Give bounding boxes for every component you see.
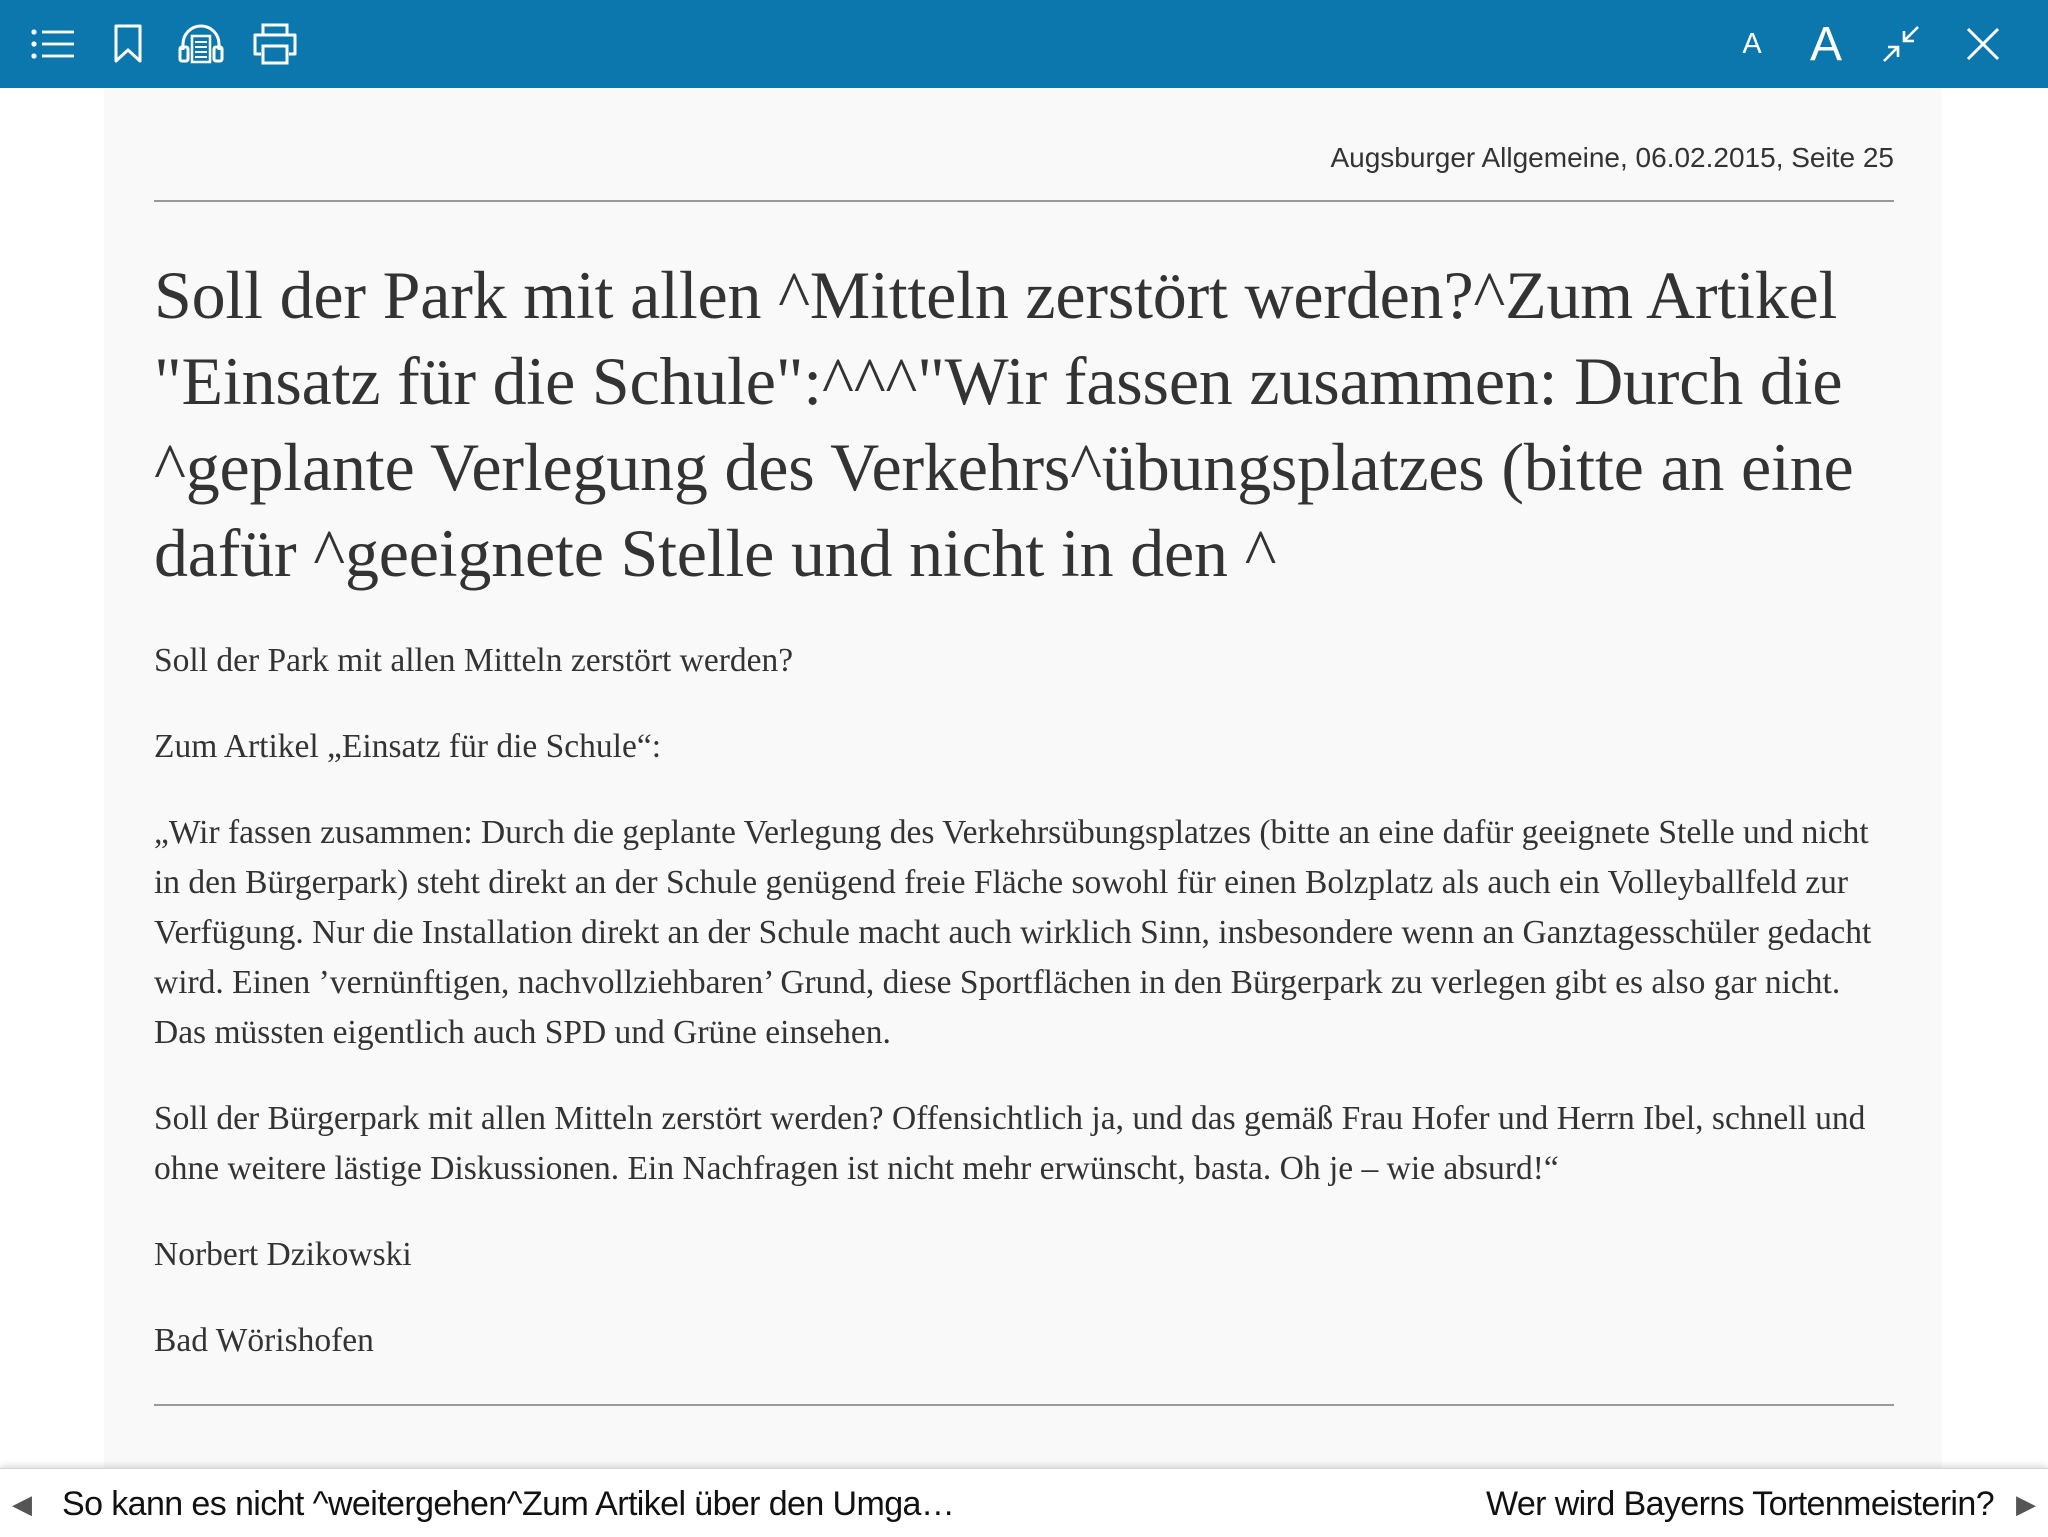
close-icon[interactable] [1957,18,2009,70]
article-body [154,636,1894,1402]
divider-top [154,200,1894,202]
list-icon[interactable] [27,18,79,70]
increase-font-button[interactable] [1800,12,1852,76]
top-toolbar [0,0,2048,88]
paragraph: Zum Artikel „Einsatz für die Schule“: [154,728,661,765]
article-page [104,88,1942,1468]
increase-font-label: A [1809,17,1842,71]
next-article-label: Wer wird Bayerns Tortenmeisterin? [1485,1484,1994,1523]
collapse-icon[interactable] [1875,18,1927,70]
article-source: Augsburger Allgemeine, 06.02.2015, Seite 25 [1330,142,1894,173]
paragraph: „Wir fassen zusammen: Durch die geplante Verlegung des Verkehrsübungsplatzes (bitte an eine dafür geeignete Stelle und nicht in den Bürgerpark) steht direkt an der Schule genügend freie Fläche sowohl für einen Bolzplatz als auch ein Volleyballfeld zur Verfügung. Nur die Installation direkt an der Schule macht auch wirklich Sinn, insbesondere wenn an Ganztagesschüler gedacht wird. Einen ’vernünftigen, nachvollziehbaren’ Grund, diese Sportflächen in den Bürgerpark zu verlegen gibt es also gar nicht. Das müssten eigentlich auch SPD und Grüne einsehen. [154,814,1872,1051]
arrow-right-icon: ▶ [2016,1488,2036,1519]
paragraph: Soll der Park mit allen Mitteln zerstört werden? [154,642,794,679]
author-location: Bad Wörishofen [154,1322,374,1359]
author-name: Norbert Dzikowski [154,1236,412,1273]
divider-bottom [154,1404,1894,1406]
previous-article-label: So kann es nicht ^weitergehen^Zum Artikel über den Umga… [62,1484,955,1523]
arrow-left-icon: ◀ [12,1488,32,1519]
printer-icon[interactable] [249,18,301,70]
paragraph: Soll der Bürgerpark mit allen Mitteln zerstört werden? Offensichtlich ja, und das gemäß Frau Hofer und Herrn Ibel, schnell und ohne weitere lästige Diskussionen. Ein Nachfragen ist nicht mehr erwünscht, basta. Oh je – wie absurd!“ [154,1100,1866,1187]
decrease-font-button[interactable] [1735,22,1769,66]
previous-article-link[interactable] [12,1479,954,1529]
bookmark-icon[interactable] [102,18,154,70]
decrease-font-label: A [1742,27,1762,60]
article-headline: Soll der Park mit allen ^Mitteln zerstört werden?^Zum Artikel "Einsatz für die Schule":^^^"Wir fassen zusammen: Durch die ^geplante Verlegung des Verkehrs^übungsplatzes (bitte an eine dafür ^geeignete Stelle und nicht in den ^ [154,257,1854,591]
next-article-link[interactable] [1486,1479,2036,1529]
article-navigation-bar [0,1468,2048,1537]
headphones-icon[interactable] [175,18,227,70]
